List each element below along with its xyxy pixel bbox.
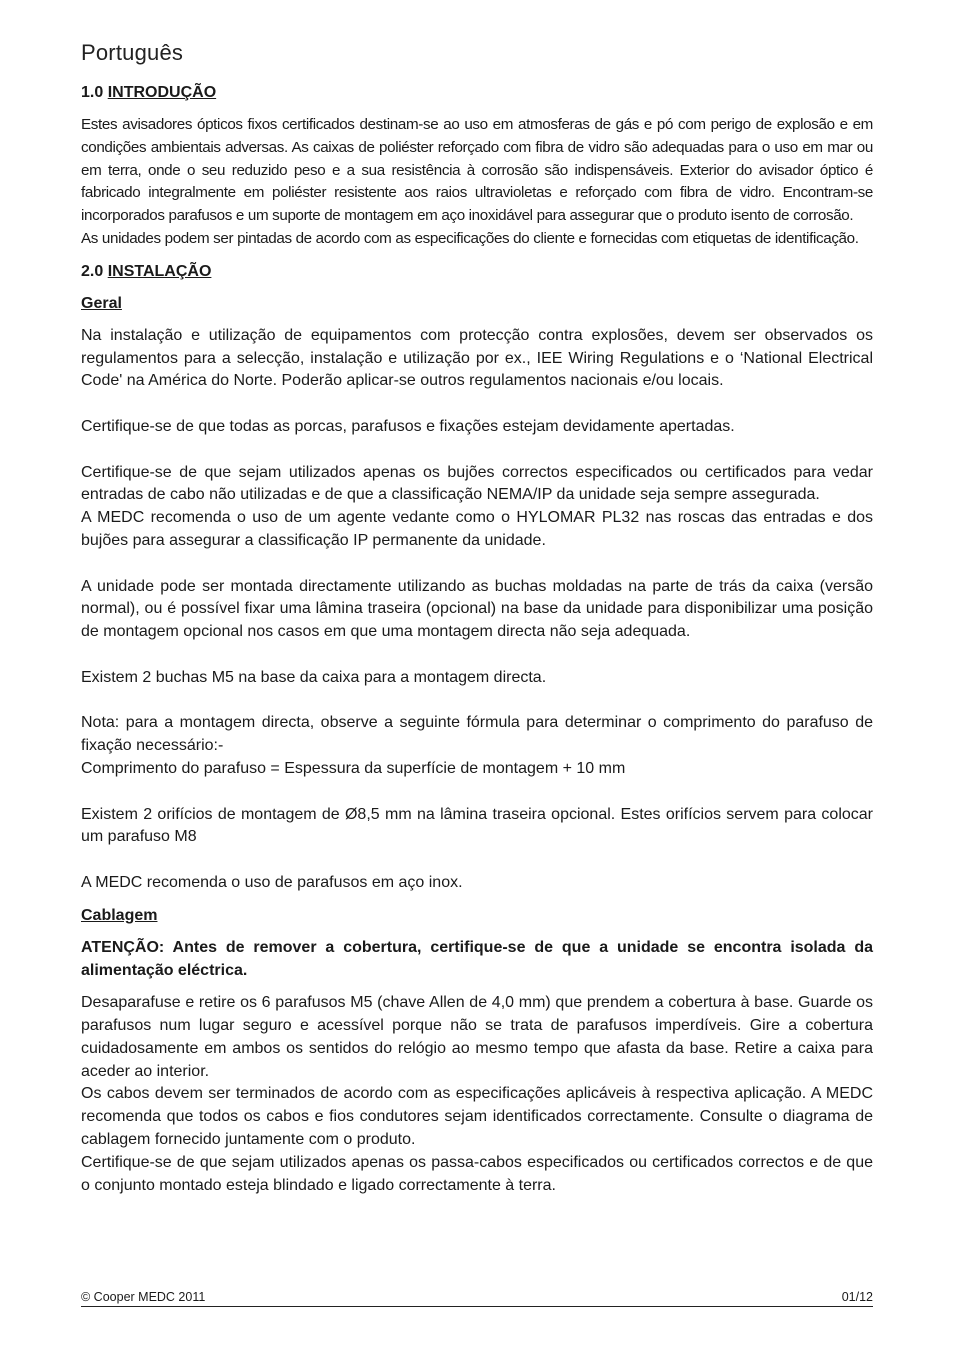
paragraph: A MEDC recomenda o uso de parafusos em aço inox. [81, 873, 463, 891]
page-number: 01/12 [841, 1290, 873, 1304]
paragraph: Desaparafuse e retire os 6 parafusos M5 (chave Allen de 4,0 mm) que prendem a cobertura à base. Guarde os parafusos num lugar seguro e acessível porque não se trata de parafusos imperdíveis. Gire a cobertura cuidadosamente em ambos os sentidos do relógio ao mesmo tempo que afasta da base. Retire a caixa para aceder ao interior. [81, 994, 873, 1080]
page-footer [81, 1290, 873, 1307]
paragraph: Certifique-se de que sejam utilizados apenas os passa-cabos especificados ou certificados correctos e de que o conjunto montado esteja blindado e ligado correctamente à terra. [81, 1153, 873, 1194]
intro-paragraph: As unidades podem ser pintadas de acordo com as especificações do cliente e fornecidas com etiquetas de identificação. [81, 229, 859, 247]
section-heading-installation [81, 261, 873, 283]
paragraph: Nota: para a montagem directa, observe a seguinte fórmula para determinar o comprimento do parafuso de fixação necessário:- [81, 714, 873, 755]
intro-paragraph: Estes avisadores ópticos fixos certificados destinam-se ao uso em atmosferas de gás e pó com perigo de explosão e em condições ambientais adversas. As caixas de poliéster reforçado com fibra de vidro são adequadas para o uso em mar ou em terra, onde o seu reduzido peso e a sua resistência à corrosão são indispensáveis. Exterior do avisador óptico é fabricado integralmente em poliéster resistente aos raios ultravioletas e reforçado com fibra de vidro. Encontram-se incorporados parafusos e um suporte de montagem em aço inoxidável para assegurar que o produto isento de corrosão. [81, 116, 873, 225]
paragraph: Certifique-se de que todas as porcas, parafusos e fixações estejam devidamente apertadas. [81, 417, 735, 435]
paragraph: Comprimento do parafuso = Espessura da superfície de montagem + 10 mm [81, 759, 626, 777]
warning-text: ATENÇÃO: Antes de remover a cobertura, certifique-se de que a unidade se encontra isolada da alimentação eléctrica. [81, 938, 873, 979]
paragraph: Certifique-se de que sejam utilizados apenas os bujões correctos especificados ou certificados para vedar entradas de cabo não utilizadas e de que a classificação NEMA/IP da unidade seja sempre assegurada. [81, 463, 873, 504]
document-page [81, 40, 873, 1197]
section-number: 2.0 [81, 262, 104, 280]
paragraph: Existem 2 orifícios de montagem de Ø8,5 mm na lâmina traseira opcional. Estes orifícios servem para colocar um parafuso M8 [81, 805, 873, 846]
paragraph: Existem 2 buchas M5 na base da caixa para a montagem directa. [81, 668, 547, 686]
paragraph: A MEDC recomenda o uso de um agente vedante como o HYLOMAR PL32 nas roscas das entradas e dos bujões para assegurar a classificação IP permanente da unidade. [81, 509, 873, 549]
section-title: INTRODUÇÃO [107, 84, 217, 101]
subheading-text: Cablagem [81, 906, 158, 924]
paragraph: Na instalação e utilização de equipamentos com protecção contra explosões, devem ser observados os regulamentos para a selecção, instalação e utilização por ex., IEE Wiring Regulations e o ‘National Electrical Code' na América do Norte. Poderão aplicar-se outros regulamentos nacionais e/ou locais. [81, 326, 873, 390]
section-number: 1.0 [81, 84, 104, 101]
copyright-text: © Cooper MEDC 2011 [81, 1290, 206, 1304]
paragraph: Os cabos devem ser terminados de acordo com as especificações aplicáveis à respectiva aplicação. A MEDC recomenda que todos os cabos e fios condutores sejam identificados correctamente. Consulte o diagrama de cablagem fornecido juntamente com o produto. [81, 1085, 873, 1149]
subheading-geral [81, 293, 873, 315]
section-heading-introduction [81, 82, 873, 104]
subheading-text: Geral [81, 294, 122, 312]
section-title: INSTALAÇÃO [107, 262, 212, 280]
subheading-cablagem [81, 905, 873, 927]
language-heading: Português [81, 40, 184, 65]
paragraph: A unidade pode ser montada directamente utilizando as buchas moldadas na parte de trás da caixa (versão normal), ou é possível fixar uma lâmina traseira (opcional) na base da unidade para disponibilizar uma posição de montagem opcional nos casos em que uma montagem directa não seja adequada. [81, 577, 873, 641]
